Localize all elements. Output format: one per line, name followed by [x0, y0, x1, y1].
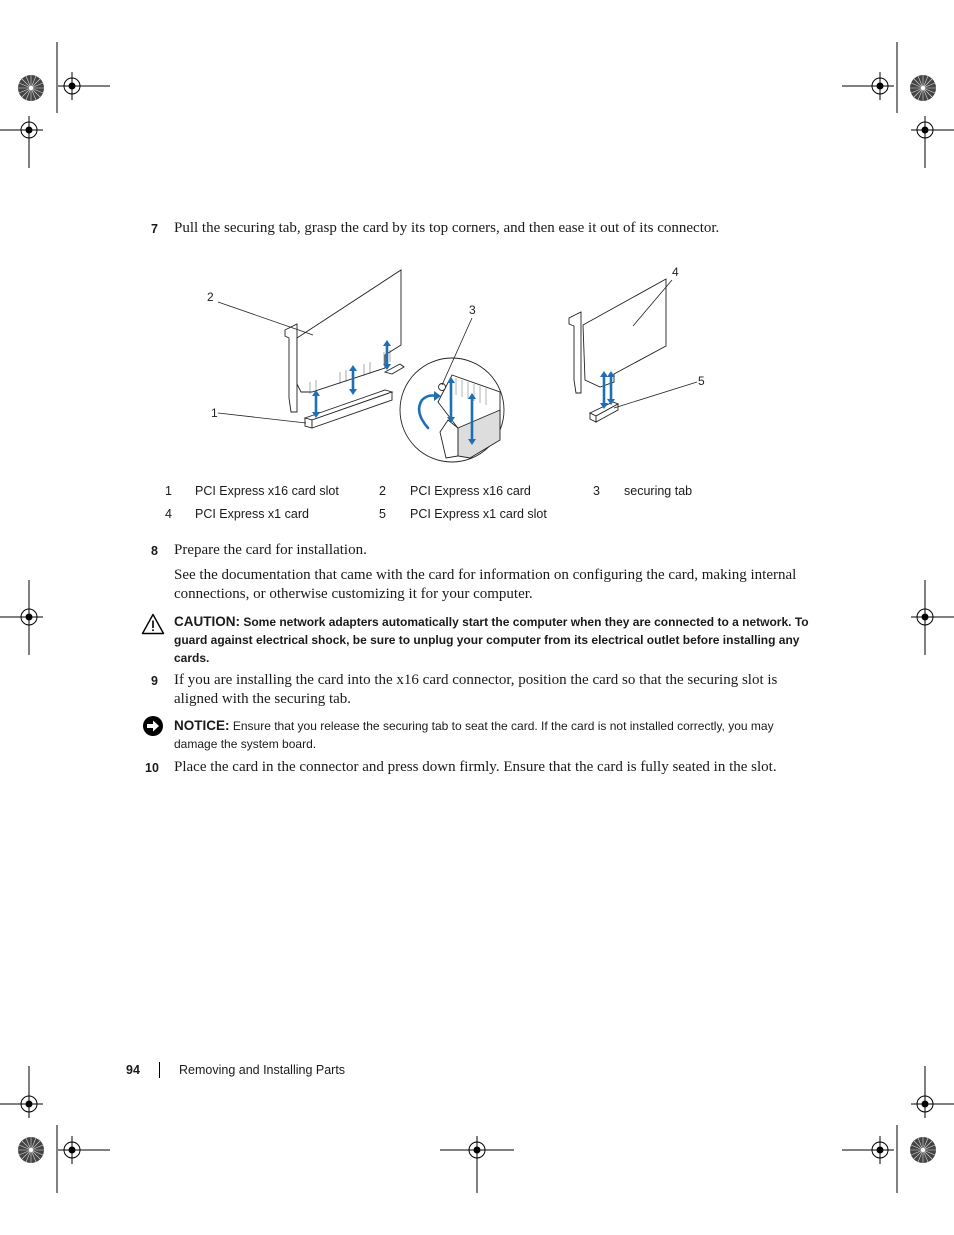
- step-9-number: 9: [151, 674, 158, 688]
- legend-label-4: PCI Express x1 card: [195, 507, 309, 521]
- step-8-detail: See the documentation that came with the card for information on configuring the card, making internal connections, or otherwise customizing it for your computer.: [174, 567, 797, 602]
- caution-text: Some network adapters automatically start the computer when they are connected to a network. To guard against electrical shock, be sure to unplug your computer from its electrical outlet before installing any cards.: [174, 615, 809, 665]
- callout-4: 4: [672, 265, 679, 279]
- step-8-number: 8: [151, 544, 158, 558]
- legend-label-1: PCI Express x16 card slot: [195, 484, 339, 498]
- footer-section-title: Removing and Installing Parts: [179, 1063, 346, 1077]
- legend-num-3: 3: [593, 484, 600, 498]
- caution-icon: [141, 613, 165, 635]
- step-7-number: 7: [151, 222, 158, 236]
- step-10-text: Place the card in the connector and press down firmly. Ensure that the card is fully seated in the slot.: [174, 759, 777, 775]
- step-10-number: 10: [145, 761, 159, 775]
- notice-block: [174, 717, 814, 753]
- arrowhead: [349, 389, 357, 395]
- legend-num-2: 2: [379, 484, 386, 498]
- notice-label: NOTICE:: [174, 718, 230, 733]
- x1-card-bracket: [569, 312, 581, 393]
- callout-1: 1: [211, 406, 218, 420]
- caution-label: CAUTION:: [174, 614, 240, 629]
- notice-text: Ensure that you release the securing tab to seat the card. If the card is not installed correctly, you may damage the system board.: [174, 719, 774, 751]
- step-9-text: If you are installing the card into the x16 card connector, position the card so that the securing slot is aligned with the securing tab.: [174, 672, 778, 707]
- x16-card: [297, 270, 401, 392]
- x16-card-bracket: [285, 324, 297, 412]
- callout-2: 2: [207, 290, 214, 304]
- notice-icon: [142, 715, 164, 737]
- footer-divider: [159, 1062, 160, 1078]
- callout-5: 5: [698, 374, 705, 388]
- page-number: 94: [126, 1063, 140, 1077]
- legend-label-3: securing tab: [624, 484, 693, 498]
- x1-card: [583, 279, 666, 387]
- legend-label-5: PCI Express x1 card slot: [410, 507, 547, 521]
- legend-label-2: PCI Express x16 card: [410, 484, 531, 498]
- pci-card-illustration: [0, 0, 954, 480]
- callout-3: 3: [469, 303, 476, 317]
- legend-num-5: 5: [379, 507, 386, 521]
- caution-block: [174, 613, 814, 667]
- legend-num-1: 1: [165, 484, 172, 498]
- step-7-text: Pull the securing tab, grasp the card by its top corners, and then ease it out of its connector.: [174, 220, 720, 236]
- legend-num-4: 4: [165, 507, 172, 521]
- step-8-text: Prepare the card for installation.: [174, 542, 367, 558]
